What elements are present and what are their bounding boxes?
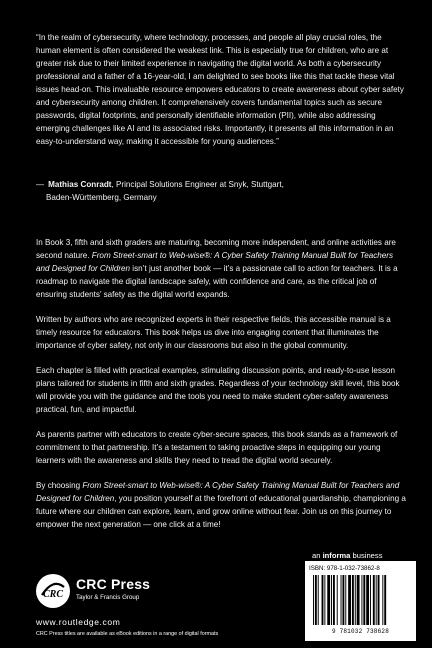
informa-brand: informa: [322, 551, 351, 560]
blurb-paragraph-1: [36, 236, 408, 301]
publisher-group: Taylor & Francis Group: [76, 594, 140, 601]
attribution-role-line1: , Principal Solutions Engineer at Snyk, Stuttgart,: [111, 180, 284, 189]
blurb-paragraph-3: Each chapter is filled with practical examples, stimulating discussion points, and ready-to-use lesson plans tailored for students in fifth and sixth grades. Regardless of your technology skill level, this book will provide you with the guidance and the tools you need to make student cyber-safety awareness practical, fun, and impactful.: [36, 366, 400, 414]
book-title-italic-2: From Street-smart to Web-wise®: A Cyber Safety Training Manual Built for Teachers and Designed for Children: [36, 481, 400, 503]
barcode-digits: 9 781032 738628: [331, 628, 389, 635]
attribution-author: Mathias Conradt: [48, 180, 112, 189]
blurb-p1-text-b: isn’t just another book — it’s a passionate call to action for teachers. It is a roadmap to navigate the digital landscape safely, with confidence and care, as the critical job of ensuring students’ safety as the digital world expands.: [36, 264, 398, 299]
informa-business-tag: [312, 551, 383, 560]
quote-attribution: [36, 178, 408, 204]
ebook-note: CRC Press titles are available as eBook editions in a range of digital formats: [36, 631, 219, 637]
blurb-paragraph-5: [36, 479, 408, 531]
book-title-italic: From Street-smart to Web-wise®: A Cyber Safety Training Manual Built for Teachers and Designed for Children: [36, 251, 393, 273]
logo-letters: CRC: [42, 589, 64, 600]
blurb-p5-text-a: By choosing: [36, 481, 83, 490]
isbn-barcode-box: [305, 561, 416, 641]
barcode-icon: [307, 575, 414, 627]
publisher-url: www.routledge.com: [36, 617, 121, 627]
isbn-label: ISBN: 978-1-032-73862-8: [309, 565, 380, 572]
blurb-p1-text-a: In Book 3, fifth and sixth graders are maturing, becoming more independent, and online activities are second nature.: [36, 238, 396, 260]
publisher-logo: [36, 574, 196, 610]
informa-prefix: an: [312, 551, 323, 560]
blurb: [36, 236, 408, 543]
attribution-dash: —: [36, 180, 45, 189]
blurb-paragraph-4: As parents partner with educators to create cyber-secure spaces, this book stands as a framework of commitment to that partnership. It’s a testament to taking proactive steps in equipping our young learners with the awareness and skills they need to tread the digital world securely.: [36, 430, 398, 465]
informa-suffix: business: [350, 551, 383, 560]
quote-text: “In the realm of cybersecurity, where technology, processes, and people all play crucial roles, the human element is often considered the weakest link. This is especially true for children, who are at greater risk due to their limited experience in navigating the digital world. As both a cybersecurity professional and a father of a 16-year-old, I am delighted to see books like this that tackle these vital issues head-on. This invaluable resource empowers educators to create awareness about cyber safety and cybersecurity among children. It comprehensively covers fundamental topics such as secure passwords, digital footprints, and personally identifiable information (PII), while also addressing emerging challenges like AI and its associated risks. Importantly, it presents all this information in an easy-to-understand way, making it accessible for young audiences.”: [36, 33, 404, 146]
attribution-role-line2: Baden-Württemberg, Germany: [46, 193, 157, 202]
crc-logo-icon: [36, 574, 70, 608]
blurb-p5-text-b: , you position yourself at the forefront of educational guardianship, championing a future where our children can explore, learn, and grow online without fear. Join us on this journey to empower the next generation — one click at a time!: [36, 494, 406, 529]
blurb-paragraph-2: Written by authors who are recognized experts in their respective fields, this accessible manual is a timely resource for educators. This book helps us dive into engaging content that illuminates the importance of cyber safety, not only in our classrooms but also in the global community.: [36, 315, 391, 350]
endorsement-quote: [36, 31, 408, 148]
publisher-name: CRC Press: [76, 576, 151, 592]
